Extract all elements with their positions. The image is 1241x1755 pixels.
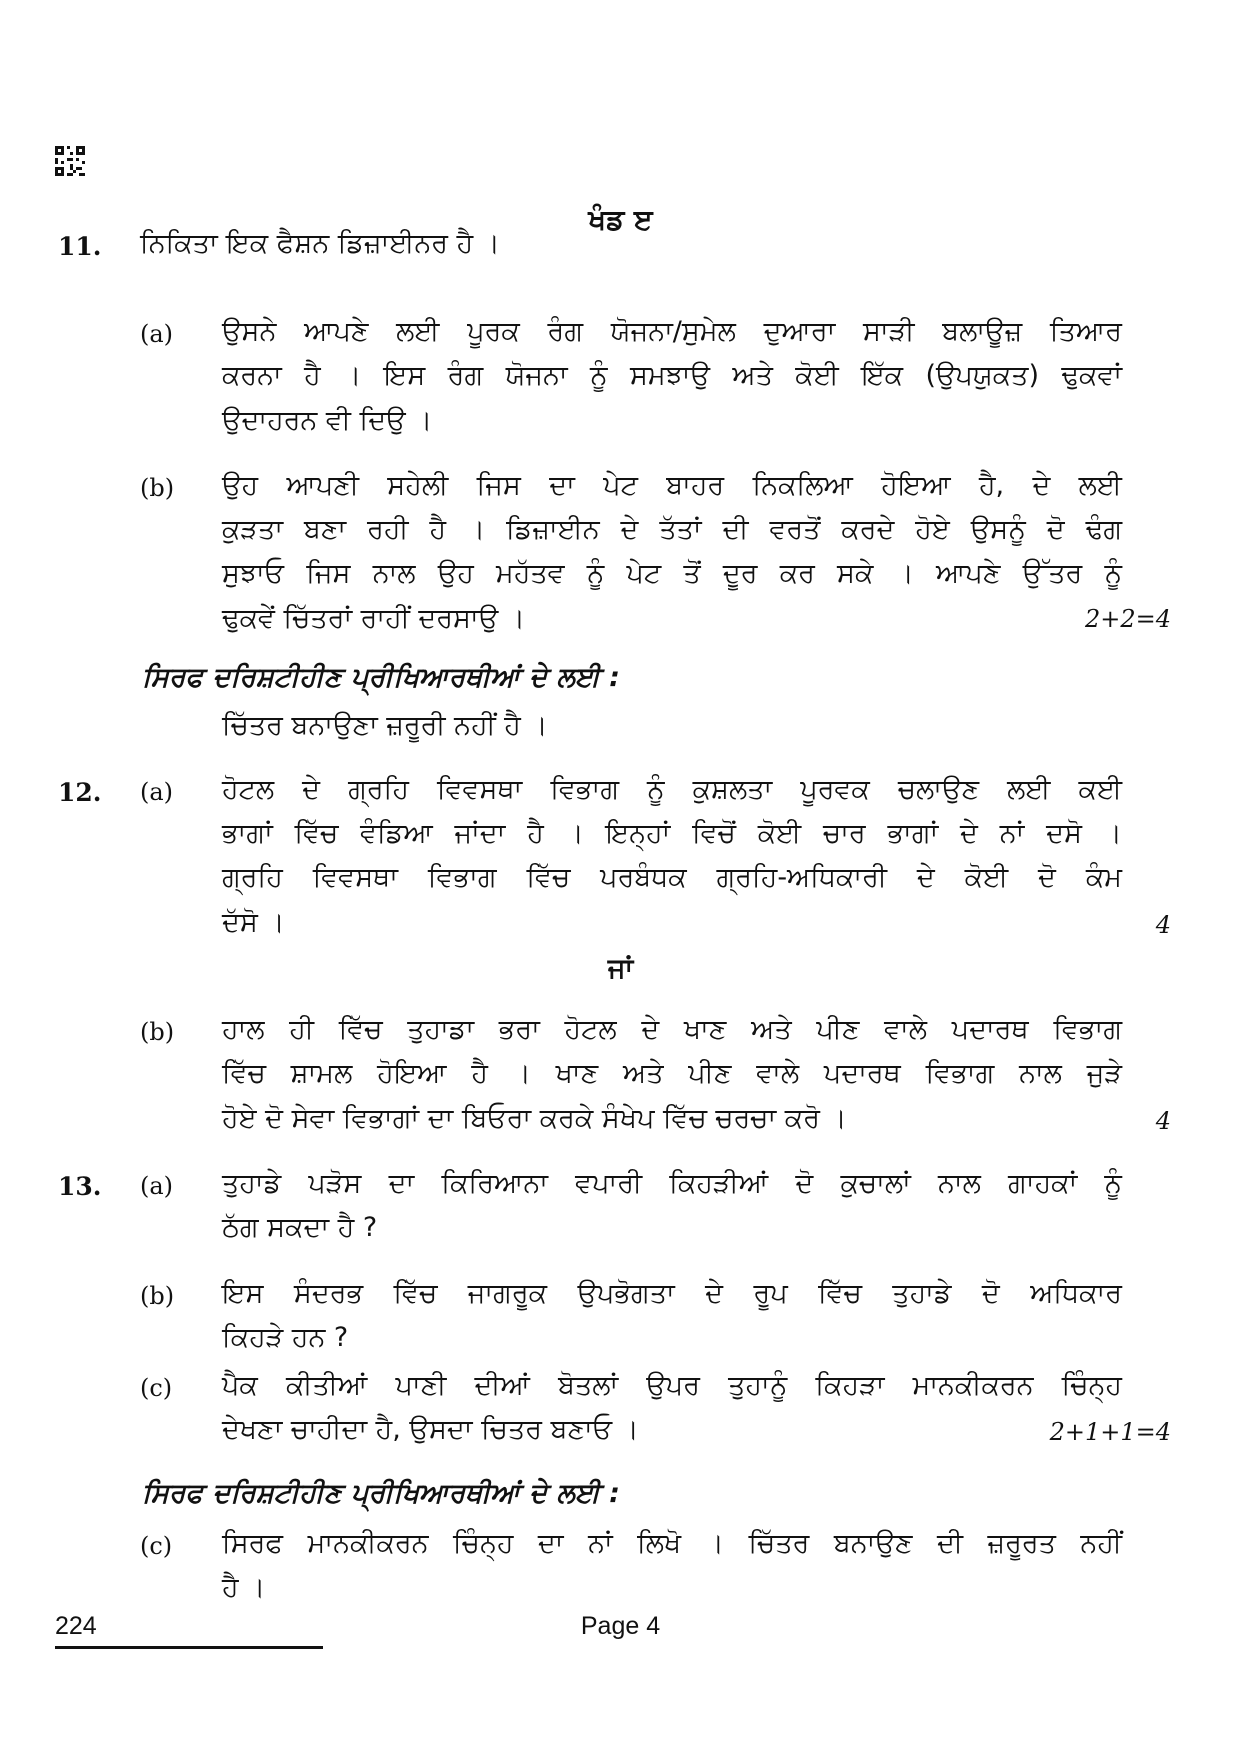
q11-b-line: ਕੁੜਤਾ ਬਣਾ ਰਹੀ ਹੈ । ਡਿਜ਼ਾਈਨ ਦੇ ਤੱਤਾਂ ਦੀ ਵਰਤੋਂ ਕਰਦੇ ਹੋਏ ਉਸਨੂੰ ਦੋ ਢੰਗ [222,514,1122,545]
q12-a-line: ਹੋਟਲ ਦੇ ਗ੍ਰਹਿ ਵਿਵਸਥਾ ਵਿਭਾਗ ਨੂੰ ਕੁਸ਼ਲਤਾ ਪੂਰਵਕ ਚਲਾਉਣ ਲਈ ਕਈ [222,774,1122,805]
q12-b-line: ਵਿੱਚ ਸ਼ਾਮਲ ਹੋਇਆ ਹੈ । ਖਾਣ ਅਤੇ ਪੀਣ ਵਾਲੇ ਪਦਾਰਥ ਵਿਭਾਗ ਨਾਲ ਜੁੜੇ [222,1058,1122,1089]
q13-note-heading: ਸਿਰਫ ਦਰਿਸ਼ਟੀਹੀਣ ਪ੍ਰੀਖਿਆਰਥੀਆਂ ਦੇ ਲਈ : [142,1478,620,1509]
q12-a-line: ਗ੍ਰਹਿ ਵਿਵਸਥਾ ਵਿਭਾਗ ਵਿੱਚ ਪਰਬੰਧਕ ਗ੍ਰਹਿ-ਅਧਿਕਾਰੀ ਦੇ ਕੋਈ ਦੋ ਕੰਮ [222,862,1122,893]
q11-a-line: ਉਦਾਹਰਨ ਵੀ ਦਿਉ । [222,405,433,436]
q13-note-line: ਸਿਰਫ ਮਾਨਕੀਕਰਨ ਚਿੰਨ੍ਹ ਦਾ ਨਾਂ ਲਿਖੋ । ਚਿੱਤਰ ਬਨਾਉਣ ਦੀ ਜ਼ਰੂਰਤ ਨਹੀਂ [222,1528,1122,1559]
q11-b-line: ਉਹ ਆਪਣੀ ਸਹੇਲੀ ਜਿਸ ਦਾ ਪੇਟ ਬਾਹਰ ਨਿਕਲਿਆ ਹੋਇਆ ਹੈ, ਦੇ ਲਈ [222,470,1122,501]
q12-a-marks: 4 [1155,911,1171,939]
paper-code: 224 [55,1612,97,1640]
q13-c-label: (c) [140,1374,173,1402]
q13-note-label: (c) [140,1532,173,1560]
q11-marks: 2+2=4 [1084,605,1171,633]
q13-b-label: (b) [140,1282,175,1310]
q13-b-line: ਕਿਹੜੇ ਹਨ ? [222,1322,349,1353]
q11-b-line: ਢੁਕਵੇਂ ਚਿੱਤਰਾਂ ਰਾਹੀਂ ਦਰਸਾਉ । [222,603,526,634]
q12-b-marks: 4 [1155,1107,1171,1135]
question-number-11: 11. [58,232,102,261]
question-number-12: 12. [58,778,102,807]
q13-b-line: ਇਸ ਸੰਦਰਭ ਵਿੱਚ ਜਾਗਰੂਕ ਉਪਭੋਗਤਾ ਦੇ ਰੂਪ ਵਿੱਚ ਤੁਹਾਡੇ ਦੋ ਅਧਿਕਾਰ [222,1278,1122,1309]
qr-code-icon [55,146,85,176]
question-number-13: 13. [58,1172,102,1201]
q11-a-line: ਕਰਨਾ ਹੈ । ਇਸ ਰੰਗ ਯੋਜਨਾ ਨੂੰ ਸਮਝਾਉ ਅਤੇ ਕੋਈ ਇੱਕ (ਉਪਯੁਕਤ) ਢੁਕਵਾਂ [222,360,1122,391]
q12-a-line: ਦੱਸੋ । [222,907,285,938]
q12-b-label: (b) [140,1018,175,1046]
q13-c-line: ਪੈਕ ਕੀਤੀਆਂ ਪਾਣੀ ਦੀਆਂ ਬੋਤਲਾਂ ਉਪਰ ਤੁਹਾਨੂੰ ਕਿਹੜਾ ਮਾਨਕੀਕਰਨ ਚਿੰਨ੍ਹ [222,1370,1122,1401]
q12-a-label: (a) [140,778,174,806]
q13-a-line: ਤੁਹਾਡੇ ਪੜੋਸ ਦਾ ਕਿਰਿਆਨਾ ਵਪਾਰੀ ਕਿਹੜੀਆਂ ਦੋ ਕੁਚਾਲਾਂ ਨਾਲ ਗਾਹਕਾਂ ਨੂੰ [222,1168,1122,1199]
q13-marks: 2+1+1=4 [1049,1418,1171,1446]
q11-b-line: ਸੁਝਾਓ ਜਿਸ ਨਾਲ ਉਹ ਮਹੱਤਵ ਨੂੰ ਪੇਟ ਤੋਂ ਦੂਰ ਕਰ ਸਕੇ । ਆਪਣੇ ਉੱਤਰ ਨੂੰ [222,558,1122,589]
q11-note-heading: ਸਿਰਫ ਦਰਿਸ਼ਟੀਹੀਣ ਪ੍ਰੀਖਿਆਰਥੀਆਂ ਦੇ ਲਈ : [142,662,620,693]
q12-b-line: ਹਾਲ ਹੀ ਵਿੱਚ ਤੁਹਾਡਾ ਭਰਾ ਹੋਟਲ ਦੇ ਖਾਣ ਅਤੇ ਪੀਣ ਵਾਲੇ ਪਦਾਰਥ ਵਿਭਾਗ [222,1014,1122,1045]
page-number: Page 4 [580,1612,661,1640]
footer-rule [55,1646,323,1649]
or-separator: ਜਾਂ [607,953,634,984]
q13-a-label: (a) [140,1172,174,1200]
section-title: ਖੰਡ ੲ [588,203,653,236]
q13-a-line: ਠੱਗ ਸਕਦਾ ਹੈ ? [222,1212,378,1243]
q11-note-text: ਚਿੱਤਰ ਬਨਾਉਣਾ ਜ਼ਰੂਰੀ ਨਹੀਂ ਹੈ । [222,710,548,741]
q13-note-line: ਹੈ । [222,1572,266,1603]
q11-stem: ਨਿਕਿਤਾ ਇਕ ਫੈਸ਼ਨ ਡਿਜ਼ਾਈਨਰ ਹੈ । [140,228,500,259]
q13-c-line: ਦੇਖਣਾ ਚਾਹੀਦਾ ਹੈ, ਉਸਦਾ ਚਿਤਰ ਬਣਾਓ । [222,1414,639,1445]
q11-a-label: (a) [140,320,174,348]
q11-a-line: ਉਸਨੇ ਆਪਣੇ ਲਈ ਪੂਰਕ ਰੰਗ ਯੋਜਨਾ/ਸੁਮੇਲ ਦੁਆਰਾ ਸਾੜੀ ਬਲਾਊਜ਼ ਤਿਆਰ [222,316,1122,347]
q12-a-line: ਭਾਗਾਂ ਵਿੱਚ ਵੰਡਿਆ ਜਾਂਦਾ ਹੈ । ਇਨ੍ਹਾਂ ਵਿਚੋਂ ਕੋਈ ਚਾਰ ਭਾਗਾਂ ਦੇ ਨਾਂ ਦਸੋ । [222,818,1122,849]
q11-b-label: (b) [140,474,175,502]
q12-b-line: ਹੋਏ ਦੋ ਸੇਵਾ ਵਿਭਾਗਾਂ ਦਾ ਬਿਓਰਾ ਕਰਕੇ ਸੰਖੇਪ ਵਿੱਚ ਚਰਚਾ ਕਰੋ । [222,1103,847,1134]
